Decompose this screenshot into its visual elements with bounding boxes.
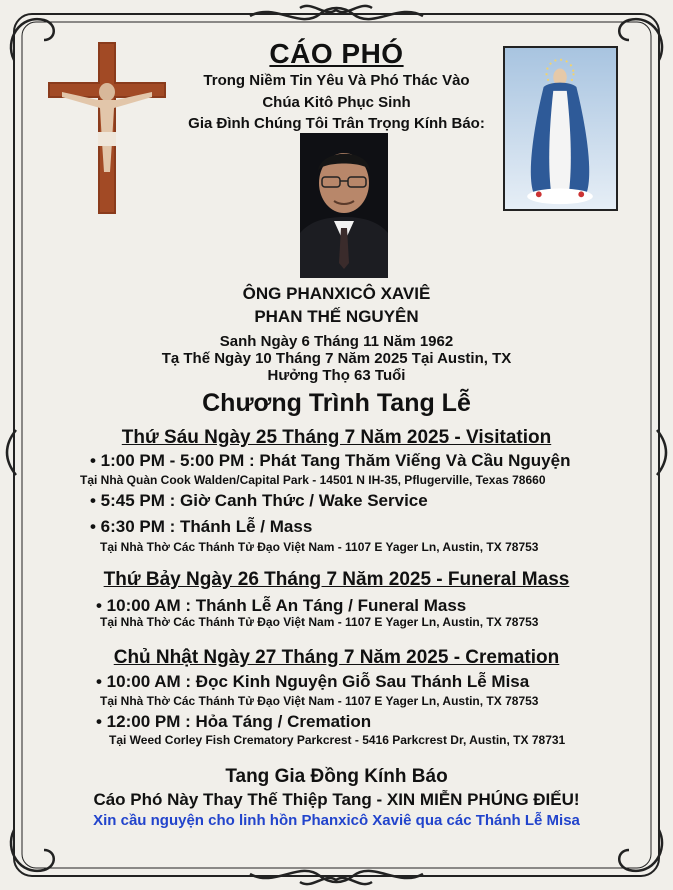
deceased-portrait — [300, 133, 388, 278]
program-heading: Chương Trình Tang Lễ — [202, 389, 471, 417]
intro-line-3: Gia Đình Chúng Tôi Trân Trọng Kính Báo: — [188, 115, 485, 132]
no-condolence-gifts-notice: Cáo Phó Này Thay Thế Thiệp Tang - XIN MIỄN PHÚNG ĐIẾU! — [93, 790, 580, 809]
day-2-title: Thứ Bảy Ngày 26 Tháng 7 Năm 2025 - Funeral Mass — [103, 569, 570, 590]
death-date: Tạ Thế Ngày 10 Tháng 7 Năm 2025 Tại Austin, TX — [161, 350, 512, 367]
deceased-name: PHAN THẾ NGUYÊN — [254, 307, 419, 326]
family-announcement: Tang Gia Đồng Kính Báo — [225, 766, 448, 787]
age-at-death: Hưởng Thọ 63 Tuổi — [267, 367, 406, 384]
prayer-request: Xin cầu nguyện cho linh hồn Phanxicô Xaviê qua các Thánh Lễ Misa — [93, 812, 580, 829]
day-3-item-1: • 10:00 AM : Đọc Kinh Nguyện Giỗ Sau Thánh Lễ Misa — [96, 672, 530, 691]
day-2-item-1: • 10:00 AM : Thánh Lễ An Táng / Funeral Mass — [96, 596, 467, 615]
obituary-title: CÁO PHÓ — [269, 38, 404, 69]
day-3-item-2-location: Tại Weed Corley Fish Crematory Parkcrest - 5416 Parkcrest Dr, Austin, TX 78731 — [109, 733, 566, 747]
day-1-item-2: • 5:45 PM : Giờ Canh Thức / Wake Service — [90, 491, 428, 510]
birth-date: Sanh Ngày 6 Tháng 11 Năm 1962 — [219, 333, 454, 350]
day-3-item-1-location: Tại Nhà Thờ Các Thánh Tử Đạo Việt Nam - 1107 E Yager Ln, Austin, TX 78753 — [100, 694, 539, 708]
intro-line-2: Chúa Kitô Phục Sinh — [262, 94, 411, 111]
day-1-title: Thứ Sáu Ngày 25 Tháng 7 Năm 2025 - Visitation — [121, 427, 552, 448]
day-3-item-2: • 12:00 PM : Hỏa Táng / Cremation — [96, 712, 372, 731]
day-1-item-3: • 6:30 PM : Thánh Lễ / Mass — [90, 517, 313, 536]
day-2-item-1-location: Tại Nhà Thờ Các Thánh Tử Đạo Việt Nam - 1107 E Yager Ln, Austin, TX 78753 — [100, 615, 539, 629]
day-1-item-1: • 1:00 PM - 5:00 PM : Phát Tang Thăm Viếng Và Cầu Nguyện — [90, 451, 571, 470]
intro-line-1: Trong Niềm Tin Yêu Và Phó Thác Vào — [203, 72, 470, 89]
day-1-item-3-location: Tại Nhà Thờ Các Thánh Tử Đạo Việt Nam - 1107 E Yager Ln, Austin, TX 78753 — [100, 540, 539, 554]
day-1-item-1-location: Tại Nhà Quàn Cook Walden/Capital Park - 14501 N IH-35, Pflugerville, Texas 78660 — [80, 473, 546, 487]
baptismal-name: ÔNG PHANXICÔ XAVIÊ — [242, 284, 431, 303]
day-3-title: Chủ Nhật Ngày 27 Tháng 7 Năm 2025 - Cremation — [113, 647, 560, 668]
